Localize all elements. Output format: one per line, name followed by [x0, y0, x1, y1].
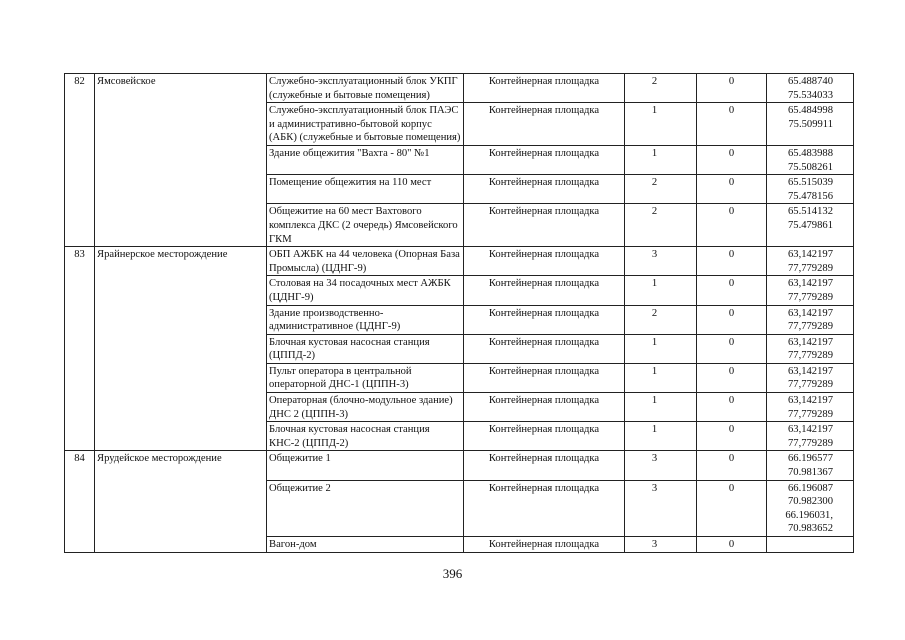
coordinate-value: 65.484998: [787, 105, 833, 117]
row-number: 82: [65, 74, 95, 247]
count-value: 1: [625, 276, 697, 305]
row-number: 84: [65, 451, 95, 552]
coordinates: [767, 74, 854, 103]
coordinate-value: 77,779289: [787, 350, 833, 362]
table-row: [65, 74, 854, 103]
secondary-value: 0: [697, 103, 767, 146]
coordinate-value: 75.534033: [787, 89, 833, 101]
object-name: Операторная (блочно-модульное здание) ДНС 2 (ЦППН-3): [267, 393, 464, 422]
object-name: Блочная кустовая насосная станция (ЦППД-2): [267, 334, 464, 363]
object-name: Здание производственно-административное (ЦДНГ-9): [267, 305, 464, 334]
placement-type: Контейнерная площадка: [464, 334, 625, 363]
coordinate-value: 66.196031,: [785, 509, 833, 521]
coordinate-value: 63,142197: [787, 395, 833, 407]
coordinate-value: 65.515039: [787, 177, 833, 189]
coordinate-value: 70.983652: [787, 523, 833, 535]
secondary-value: 0: [697, 247, 767, 276]
object-name: Общежитие на 60 мест Вахтового комплекса ДКС (2 очередь) Ямсовейского ГКМ: [267, 204, 464, 247]
placement-type: Контейнерная площадка: [464, 422, 625, 451]
coordinate-value: 65.488740: [787, 76, 833, 87]
object-name: Общежитие 2: [267, 480, 464, 536]
location-name: Ярудейское месторождение: [95, 451, 267, 552]
count-value: 1: [625, 422, 697, 451]
count-value: 1: [625, 334, 697, 363]
coordinate-value: 63,142197: [787, 307, 833, 319]
placement-type: Контейнерная площадка: [464, 204, 625, 247]
count-value: 1: [625, 103, 697, 146]
placement-type: Контейнерная площадка: [464, 145, 625, 174]
placement-type: Контейнерная площадка: [464, 451, 625, 480]
page-number: 396: [442, 566, 463, 581]
count-value: 3: [625, 451, 697, 480]
secondary-value: 0: [697, 451, 767, 480]
count-value: 2: [625, 175, 697, 204]
coordinate-value: 65.483988: [787, 147, 833, 159]
coordinates: [767, 393, 854, 422]
coordinate-value: 63,142197: [787, 278, 833, 290]
secondary-value: 0: [697, 363, 767, 392]
coordinate-value: 75.509911: [788, 118, 833, 130]
coordinate-value: 77,779289: [787, 321, 833, 333]
count-value: 3: [625, 247, 697, 276]
coordinate-value: 63,142197: [787, 424, 833, 436]
count-value: 1: [625, 363, 697, 392]
count-value: 2: [625, 74, 697, 103]
table-row: [65, 451, 854, 480]
coordinate-value: 70.981367: [787, 467, 833, 479]
coordinates: [767, 204, 854, 247]
coordinate-value: 75.508261: [787, 161, 833, 173]
count-value: 1: [625, 393, 697, 422]
object-name: ОБП АЖБК на 44 человека (Опорная База Промысла) (ЦДНГ-9): [267, 247, 464, 276]
placement-type: Контейнерная площадка: [464, 393, 625, 422]
coordinates: [767, 305, 854, 334]
secondary-value: 0: [697, 480, 767, 536]
placement-type: Контейнерная площадка: [464, 175, 625, 204]
secondary-value: 0: [697, 145, 767, 174]
secondary-value: 0: [697, 305, 767, 334]
secondary-value: 0: [697, 334, 767, 363]
coordinate-value: 75.479861: [787, 219, 833, 231]
object-name: Пульт оператора в центральной операторной ДНС-1 (ЦППН-3): [267, 363, 464, 392]
location-name: Ямсовейское: [95, 74, 267, 247]
coordinates: [767, 276, 854, 305]
location-name: Ярайнерское месторождение: [95, 247, 267, 451]
object-name: Служебно-эксплуатационный блок ПАЭС и административно-бытовой корпус (АБК) (служебные и бытовые помещения): [267, 103, 464, 146]
coordinates: [767, 103, 854, 146]
secondary-value: 0: [697, 74, 767, 103]
placement-type: Контейнерная площадка: [464, 537, 625, 553]
coordinates: [767, 145, 854, 174]
coordinates: [767, 537, 854, 553]
coordinates: [767, 175, 854, 204]
count-value: 1: [625, 145, 697, 174]
count-value: 3: [625, 480, 697, 536]
secondary-value: 0: [697, 422, 767, 451]
placement-type: Контейнерная площадка: [464, 276, 625, 305]
document-table: [64, 73, 854, 553]
coordinate-value: 66.196577: [787, 453, 833, 465]
coordinates: [767, 451, 854, 480]
coordinate-value: 63,142197: [787, 365, 833, 377]
placement-type: Контейнерная площадка: [464, 305, 625, 334]
coordinate-value: 77,779289: [787, 291, 833, 303]
coordinate-value: 66.196087: [787, 482, 833, 494]
placement-type: Контейнерная площадка: [464, 74, 625, 103]
secondary-value: 0: [697, 276, 767, 305]
coordinate-value: 77,779289: [787, 437, 833, 449]
object-name: Здание общежития "Вахта - 80" №1: [267, 145, 464, 174]
secondary-value: 0: [697, 393, 767, 422]
secondary-value: 0: [697, 175, 767, 204]
placement-type: Контейнерная площадка: [464, 247, 625, 276]
secondary-value: 0: [697, 537, 767, 553]
placement-type: Контейнерная площадка: [464, 103, 625, 146]
coordinate-value: 77,779289: [787, 379, 833, 391]
object-name: Столовая на 34 посадочных мест АЖБК (ЦДНГ-9): [267, 276, 464, 305]
coordinate-value: 75.478156: [787, 190, 833, 202]
secondary-value: 0: [697, 204, 767, 247]
row-number: 83: [65, 247, 95, 451]
count-value: 2: [625, 305, 697, 334]
coordinates: [767, 363, 854, 392]
coordinate-value: 63,142197: [787, 249, 833, 261]
coordinate-value: 63,142197: [787, 336, 833, 348]
coordinates: [767, 480, 854, 536]
table-row: [65, 247, 854, 276]
coordinate-value: 77,779289: [787, 408, 833, 420]
object-name: Блочная кустовая насосная станция КНС-2 (ЦППД-2): [267, 422, 464, 451]
coordinate-value: 65.514132: [787, 206, 833, 218]
coordinate-value: 77,779289: [787, 262, 833, 274]
object-name: Помещение общежития на 110 мест: [267, 175, 464, 204]
placement-type: Контейнерная площадка: [464, 363, 625, 392]
count-value: 2: [625, 204, 697, 247]
object-name: Вагон-дом: [267, 537, 464, 553]
placement-type: Контейнерная площадка: [464, 480, 625, 536]
object-name: Служебно-эксплуатационный блок УКПГ (служебные и бытовые помещения): [267, 74, 464, 103]
object-name: Общежитие 1: [267, 451, 464, 480]
count-value: 3: [625, 537, 697, 553]
coordinate-value: 70.982300: [787, 496, 833, 508]
coordinates: [767, 334, 854, 363]
coordinates: [767, 247, 854, 276]
coordinates: [767, 422, 854, 451]
